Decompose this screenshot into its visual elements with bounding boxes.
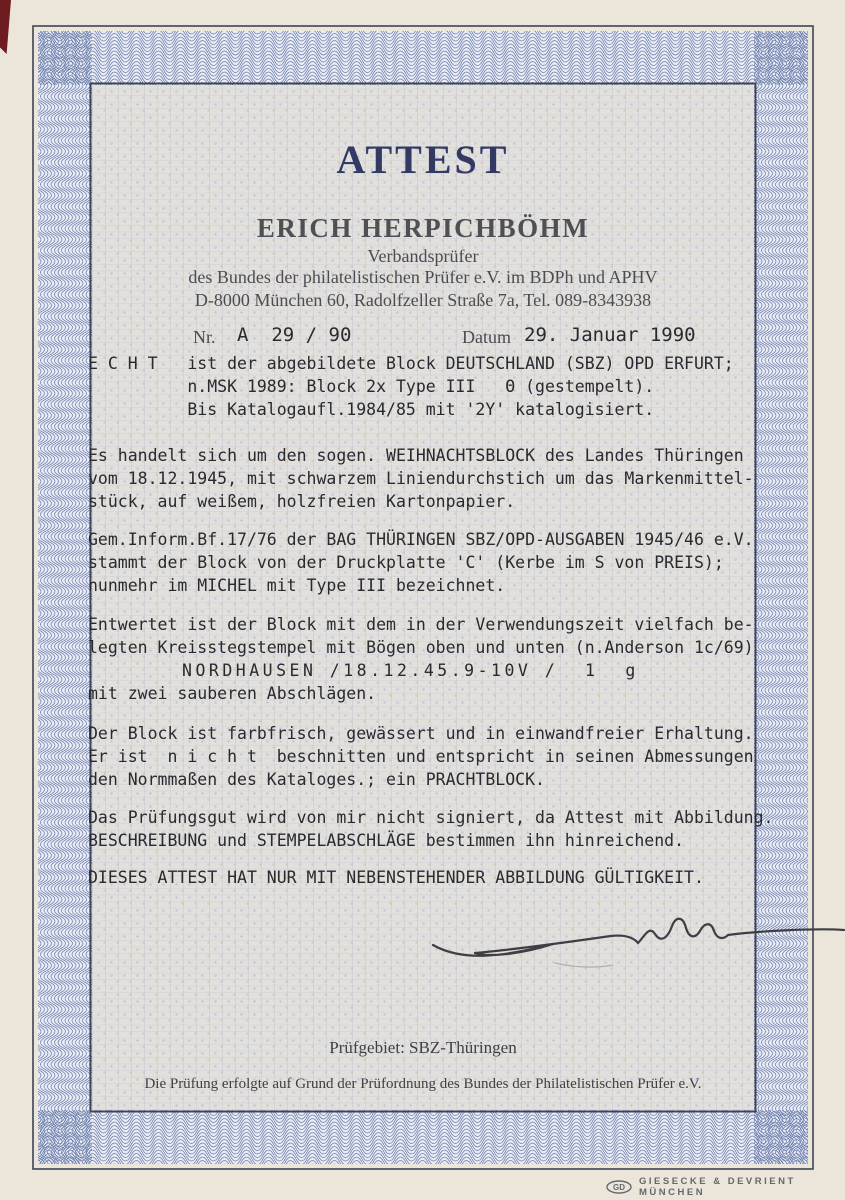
signature xyxy=(425,895,845,985)
text-line: mit zwei sauberen Abschlägen. xyxy=(88,684,377,703)
body-paragraph-gueltigkeit xyxy=(88,866,704,889)
text-line: Es handelt sich um den sogen. WEIHNACHTSBLOCK des Landes Thüringen xyxy=(88,446,744,465)
text-line: nunmehr im MICHEL mit Type III bezeichnet. xyxy=(88,576,506,595)
body-paragraph-echt xyxy=(88,352,734,421)
printer-name: GIESECKE & DEVRIENT MÜNCHEN xyxy=(639,1176,796,1198)
number-label: Nr. xyxy=(193,327,216,347)
date-value: 29. Januar 1990 xyxy=(524,324,696,346)
text-line-stempel: NORDHAUSEN /18.12.45.9-10V / 1 g xyxy=(88,661,639,680)
examiner-role: Verbandsprüfer xyxy=(367,246,479,266)
gd-logo-icon xyxy=(606,1180,632,1194)
text-line: Entwertet ist der Block mit dem in der Verwendungszeit vielfach be- xyxy=(88,615,754,634)
body-paragraph-signierung xyxy=(88,806,773,852)
certificate-title: ATTEST xyxy=(336,137,510,182)
examiner-address: D-8000 München 60, Radolfzeller Straße 7a, Tel. 089-8343938 xyxy=(194,290,652,310)
text-line: BESCHREIBUNG und STEMPELABSCHLÄGE bestimmen ihn hinreichend. xyxy=(88,831,685,850)
text-line: Gem.Inform.Bf.17/76 der BAG THÜRINGEN SBZ/OPD-AUSGABEN 1945/46 e.V. xyxy=(88,530,754,549)
examiner-name: ERICH HERPICHBÖHM xyxy=(256,213,590,243)
footnote-line: Die Prüfung erfolgte auf Grund der Prüfordnung des Bundes der Philatelistischen Prüfer e.V. xyxy=(144,1076,702,1092)
text-line: vom 18.12.1945, mit schwarzem Liniendurchstich um das Markenmittel- xyxy=(88,469,754,488)
text-line: E C H T ist der abgebildete Block DEUTSCHLAND (SBZ) OPD ERFURT; xyxy=(88,354,734,373)
text-line: stammt der Block von der Druckplatte 'C' (Kerbe im S von PREIS); xyxy=(88,553,724,572)
pruefgebiet-line: Prüfgebiet: SBZ-Thüringen xyxy=(329,1038,517,1057)
text-line: den Normmaßen des Kataloges.; ein PRACHTBLOCK. xyxy=(88,770,545,789)
text-line: Er ist n i c h t beschnitten und entspricht in seinen Abmessungen xyxy=(88,747,754,766)
body-paragraph-weihnachtsblock xyxy=(88,444,754,513)
number-value: A 29 / 90 xyxy=(237,324,352,346)
text-line: stück, auf weißem, holzfreien Kartonpapier. xyxy=(88,492,516,511)
text-line: legten Kreisstegstempel mit Bögen oben und unten (n.Anderson 1c/69) xyxy=(88,638,754,657)
text-line: Der Block ist farbfrisch, gewässert und in einwandfreier Erhaltung. xyxy=(88,724,754,743)
text-line: Das Prüfungsgut wird von mir nicht signiert, da Attest mit Abbildung. xyxy=(88,808,774,827)
text-line: DIESES ATTEST HAT NUR MIT NEBENSTEHENDER ABBILDUNG GÜLTIGKEIT. xyxy=(88,868,704,887)
date-label: Datum xyxy=(462,327,511,347)
paper-edge-mark xyxy=(0,0,11,54)
svg-text:GD: GD xyxy=(613,1183,625,1192)
text-line: n.MSK 1989: Block 2x Type III Θ (gestempelt). xyxy=(88,377,655,396)
printer-imprint xyxy=(606,1176,845,1198)
body-paragraph-erhaltung xyxy=(88,722,754,791)
examiner-association: des Bundes der philatelistischen Prüfer e.V. im BDPh und APHV xyxy=(188,267,658,287)
text-line: Bis Katalogaufl.1984/85 mit '2Y' katalogisiert. xyxy=(88,400,655,419)
body-paragraph-entwertung xyxy=(88,613,754,705)
body-paragraph-druckplatte xyxy=(88,528,754,597)
